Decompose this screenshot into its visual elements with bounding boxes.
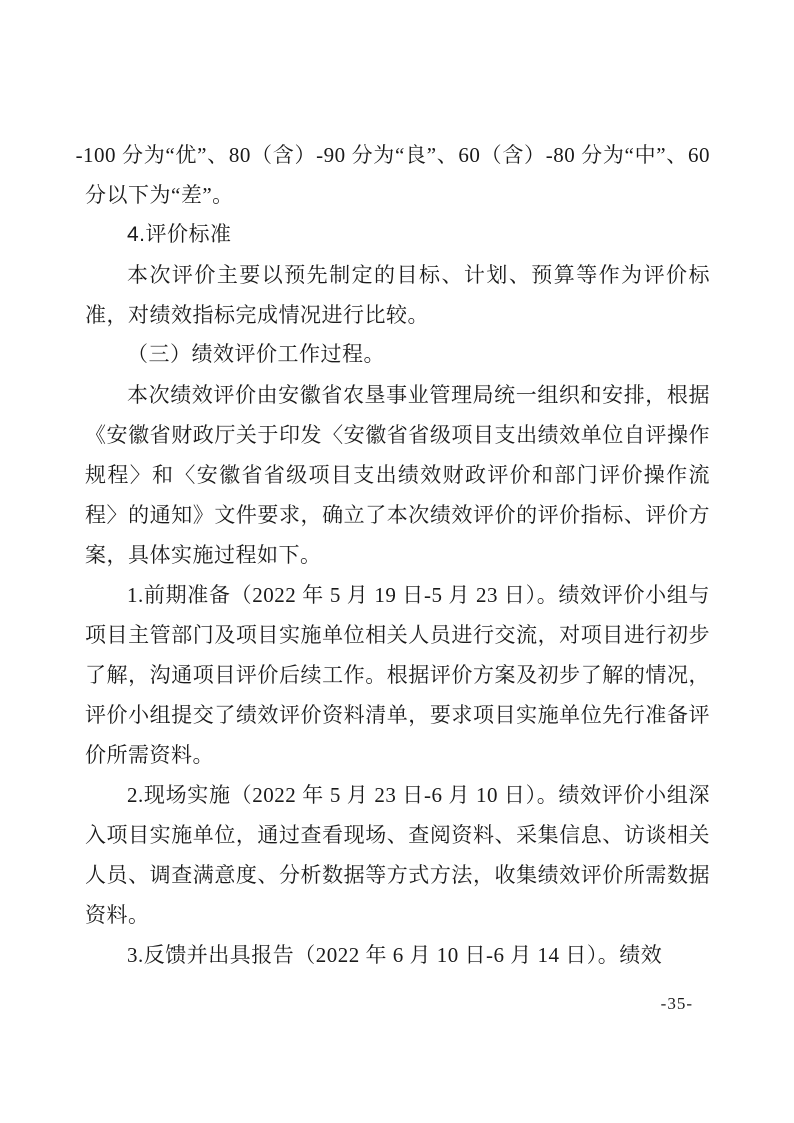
paragraph-step1-preparation: 1.前期准备（2022 年 5 月 19 日-5 月 23 日）。绩效评价小组与项目主管部门及项目实施单位相关人员进行交流，对项目进行初步了解，沟通项目评价后续工作。根据评价方案及初步了解的情况，评价小组提交了绩效评价资料清单，要求项目实施单位先行准备评价所需资料。 bbox=[85, 583, 710, 767]
paragraph-grading-scale: -100 分为“优”、80（含）-90 分为“良”、60（含）-80 分为“中”、60 分以下为“差”。 bbox=[75, 143, 710, 207]
paragraph-step3-feedback-report: 3.反馈并出具报告（2022 年 6 月 10 日-6 月 14 日）。绩效 bbox=[127, 943, 663, 967]
paragraph-step2-onsite-implementation: 2.现场实施（2022 年 5 月 23 日-6 月 10 日）。绩效评价小组深入项目实施单位，通过查看现场、查阅资料、采集信息、访谈相关人员、调查满意度、分析数据等方式方法，收集绩效评价所需数据资料。 bbox=[85, 783, 710, 927]
heading-evaluation-criteria: 4.评价标准 bbox=[127, 223, 232, 246]
paragraph-organization-basis: 本次绩效评价由安徽省农垦事业管理局统一组织和安排，根据《安徽省财政厅关于印发〈安徽省省级项目支出绩效单位自评操作规程〉和〈安徽省省级项目支出绩效财政评价和部门评价操作流程〉的通知》文件要求，确立了本次绩效评价的评价指标、评价方案，具体实施过程如下。 bbox=[85, 383, 710, 567]
heading-evaluation-work-process: （三）绩效评价工作过程。 bbox=[127, 343, 385, 366]
page-number: -35- bbox=[660, 994, 693, 1013]
paragraph-evaluation-criteria-body: 本次评价主要以预先制定的目标、计划、预算等作为评价标准，对绩效指标完成情况进行比较。 bbox=[85, 263, 710, 327]
document-body bbox=[75, 135, 710, 975]
